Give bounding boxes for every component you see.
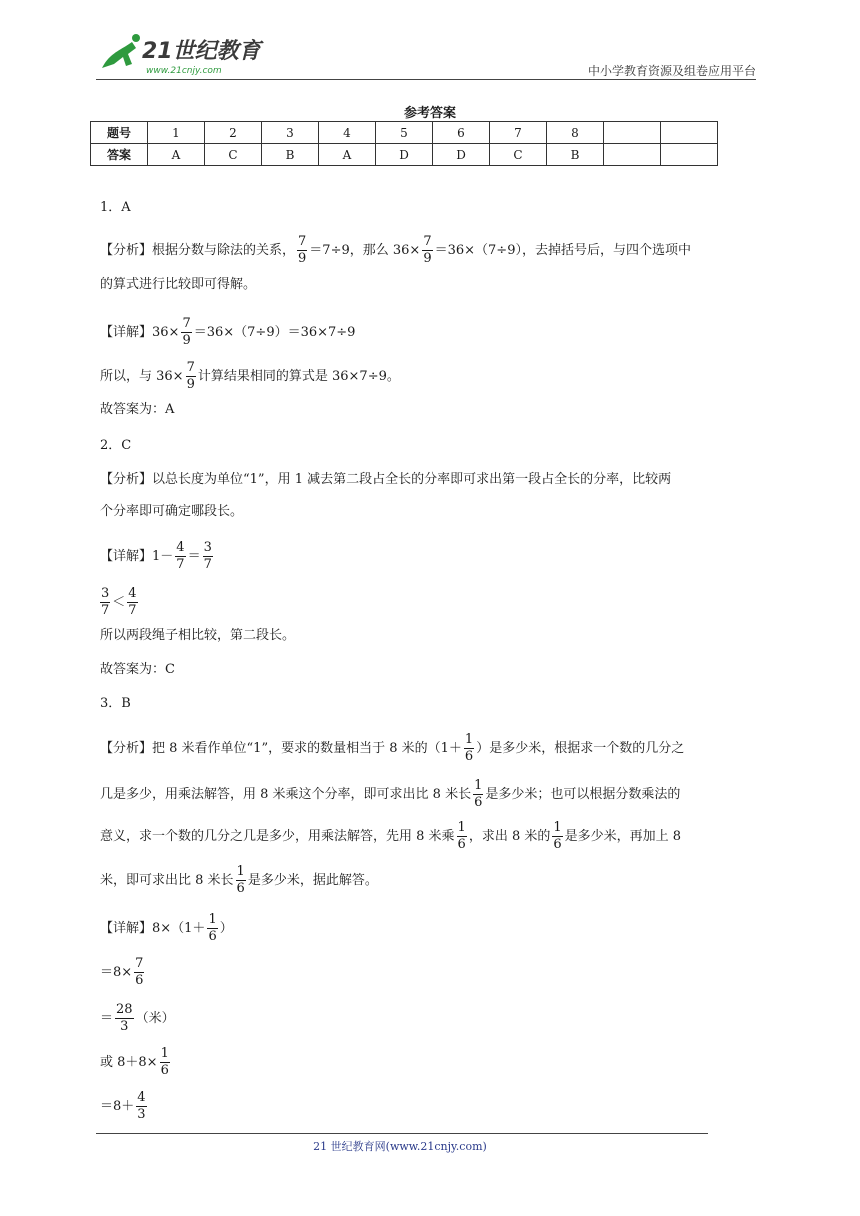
text: 【详解】1－ [100, 549, 174, 564]
table-cell [661, 122, 718, 144]
platform-name: 中小学教育资源及组卷应用平台 [587, 64, 756, 78]
table-cell [661, 144, 718, 166]
table-cell: B [262, 144, 319, 166]
text: 几是多少，用乘法解答，用 8 米乘这个分率，即可求出比 8 米长 [100, 787, 472, 802]
fraction: $\frac{3}{7}$ [101, 586, 110, 618]
analysis-line: 的算式进行比较即可得解。 [100, 277, 257, 292]
table-cell [604, 144, 661, 166]
text: 【分析】根据分数与除法的关系， [100, 243, 296, 258]
answer-line: 故答案为：C [100, 662, 175, 677]
text: ，求出 8 米的 [468, 829, 551, 844]
table-cell: B [547, 144, 604, 166]
table-row [91, 122, 718, 144]
detail-line [100, 540, 215, 573]
text: 米，即可求出比 8 米长 [100, 873, 234, 888]
text: ＝8× [100, 965, 133, 980]
fraction: $\frac{4}{7}$ [176, 540, 185, 572]
text: 是多少米；也可以根据分数乘法的 [485, 787, 681, 802]
text: ＝ [187, 549, 201, 564]
fraction: $\frac{1}{6}$ [160, 1046, 169, 1078]
fraction: $\frac{7}{9}$ [298, 234, 307, 266]
fraction: $\frac{28}{3}$ [116, 1002, 133, 1034]
table-cell: 7 [490, 122, 547, 144]
fraction: $\frac{4}{7}$ [128, 586, 137, 618]
fraction: $\frac{1}{6}$ [553, 820, 562, 852]
footer-link[interactable]: 21 世纪教育网(www.21cnjy.com) [313, 1140, 487, 1153]
text-line [100, 360, 400, 393]
table-cell: 6 [433, 122, 490, 144]
text: ＝8＋ [100, 1099, 135, 1114]
question-number: 1．A [100, 200, 131, 215]
fraction: $\frac{3}{7}$ [203, 540, 212, 572]
table-cell: 2 [205, 122, 262, 144]
table-cell: C [205, 144, 262, 166]
table-cell: 1 [148, 122, 205, 144]
compare-line [100, 586, 140, 619]
analysis-line: 个分率即可确定哪段长。 [100, 504, 244, 519]
fraction: $\frac{7}{9}$ [423, 234, 432, 266]
analysis-line [100, 864, 378, 897]
row-label: 答案 [91, 144, 148, 166]
page-header [96, 30, 756, 80]
fraction: $\frac{7}{9}$ [186, 360, 195, 392]
fraction: $\frac{1}{6}$ [474, 778, 483, 810]
analysis-line [100, 732, 684, 765]
text: ＝ [100, 1011, 114, 1026]
text: 是多少米，再加上 8 [564, 829, 682, 844]
table-cell: A [148, 144, 205, 166]
text: （米） [135, 1011, 175, 1026]
table-cell: D [376, 144, 433, 166]
logo [96, 30, 266, 78]
fraction: $\frac{7}{9}$ [182, 316, 191, 348]
detail-line [100, 912, 233, 945]
fraction: $\frac{1}{6}$ [464, 732, 474, 764]
table-cell: 8 [547, 122, 604, 144]
fraction: $\frac{4}{3}$ [137, 1090, 146, 1122]
analysis-line: 【分析】以总长度为单位“1”，用 1 减去第二段占全长的分率即可求出第一段占全长的分率，比较两 [100, 472, 672, 487]
text: ）是多少米，根据求一个数的几分之 [476, 741, 685, 756]
answer-line: 故答案为：A [100, 402, 175, 417]
table-cell: A [319, 144, 376, 166]
table-cell: 4 [319, 122, 376, 144]
text: ） [219, 921, 233, 936]
fraction: $\frac{7}{6}$ [135, 956, 144, 988]
detail-line [100, 956, 146, 989]
table-cell [604, 122, 661, 144]
analysis-line [100, 820, 681, 853]
question-number: 3．B [100, 696, 131, 711]
text: 或 8＋8× [100, 1055, 158, 1070]
table-cell: D [433, 144, 490, 166]
text: ＝36×（7÷9）＝36×7÷9 [193, 325, 356, 340]
text: 【详解】36× [100, 325, 180, 340]
text-line: 所以两段绳子相比较，第二段长。 [100, 628, 296, 643]
fraction: $\frac{1}{6}$ [457, 820, 466, 852]
analysis-line [100, 234, 691, 267]
text: 所以，与 36× [100, 369, 184, 384]
answer-table [90, 121, 718, 166]
table-cell: C [490, 144, 547, 166]
question-number: 2．C [100, 438, 132, 453]
detail-line [100, 316, 355, 349]
table-row [91, 144, 718, 166]
footer-divider [96, 1133, 708, 1134]
text: 是多少米，据此解答。 [247, 873, 378, 888]
logo-url: www.21cnjy.com [146, 66, 222, 76]
analysis-line [100, 778, 680, 811]
text: 计算结果相同的算式是 36×7÷9。 [197, 369, 400, 384]
table-cell: 3 [262, 122, 319, 144]
text: ＝7÷9，那么 36× [309, 243, 421, 258]
header-divider [96, 79, 756, 80]
text: 【详解】8×（1＋ [100, 921, 206, 936]
row-label: 题号 [91, 122, 148, 144]
fraction: $\frac{1}{6}$ [236, 864, 245, 896]
logo-text: 21世纪教育 [142, 39, 261, 64]
runner-icon [102, 42, 136, 68]
detail-line [100, 1046, 172, 1079]
detail-line [100, 1090, 149, 1123]
table-cell: 5 [376, 122, 433, 144]
text: 【分析】把 8 米看作单位“1”，要求的数量相当于 8 米的（1＋ [100, 741, 462, 756]
text: 意义，求一个数的几分之几是多少，用乘法解答，先用 8 米乘 [100, 829, 455, 844]
less-than-sign: ＜ [112, 595, 126, 610]
page-title: 参考答案 [403, 106, 456, 121]
text: ＝36×（7÷9），去掉括号后，与四个选项中 [434, 243, 691, 258]
detail-line [100, 1002, 175, 1035]
fraction: $\frac{1}{6}$ [208, 912, 217, 944]
